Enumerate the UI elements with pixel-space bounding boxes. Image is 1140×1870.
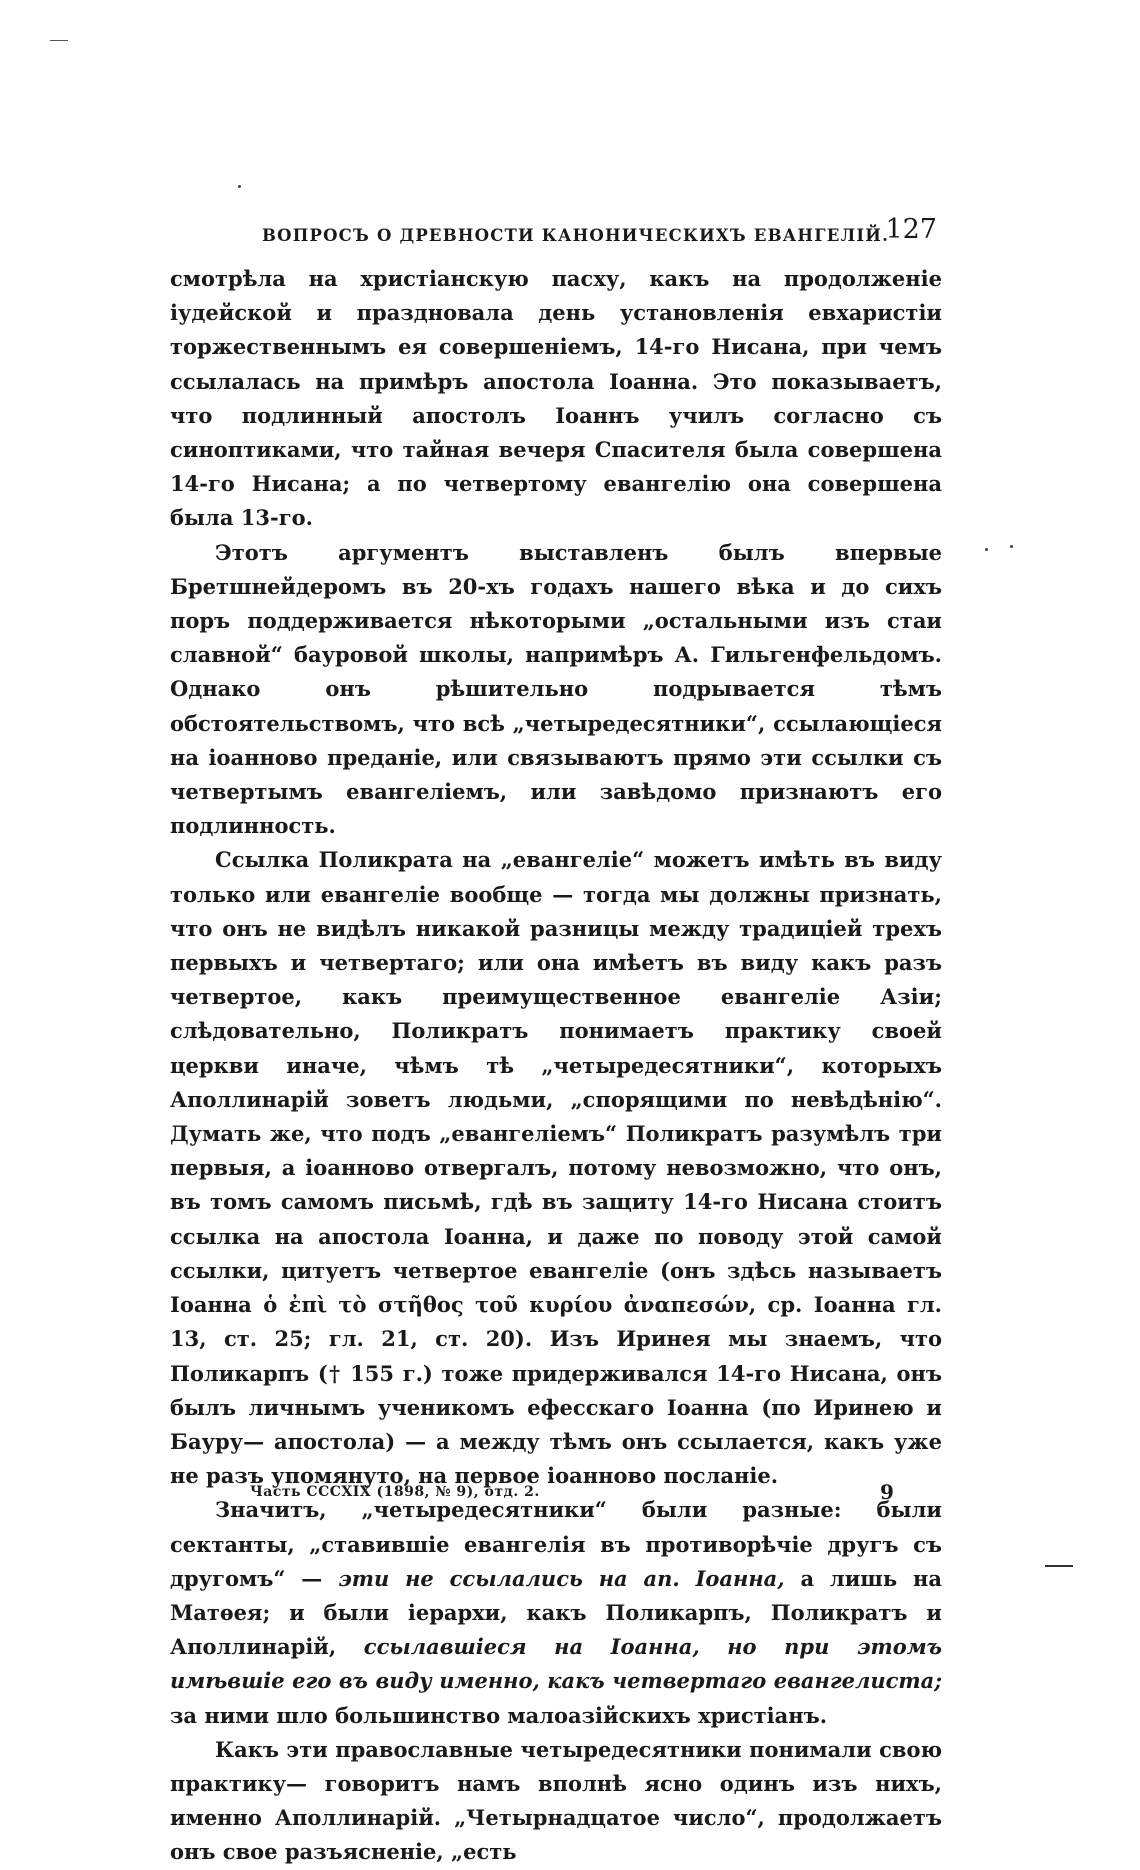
- paragraph-text: за ними шло большинство малоазійскихъ христіанъ.: [170, 1702, 828, 1728]
- paragraph: [170, 1493, 942, 1732]
- page-header: [262, 210, 937, 250]
- paragraph: Этотъ аргументъ выставленъ былъ впервые Бретшнейдеромъ въ 20-хъ годахъ нашего вѣка и до сихъ поръ поддерживается нѣкоторыми „остальными изъ стаи славной“ бауровой школы, напримѣръ А. Гильгенфельдомъ. Однако онъ рѣшительно подрывается тѣмъ обстоятельствомъ, что всѣ „четыредесятники“, ссылающіеся на іоанново преданіе, или связываютъ прямо эти ссылки съ четвертымъ евангеліемъ, или завѣдомо признаютъ его подлинность.: [170, 539, 942, 839]
- scan-speck: [238, 185, 241, 188]
- page-number: 127: [885, 214, 937, 245]
- paragraph: Ссылка Поликрата на „евангеліе“ можетъ имѣть въ виду только или евангеліе вообще — тогда мы должны признать, что онъ не видѣлъ никакой разницы между традиціей трехъ первыхъ и четвертаго; или она имѣетъ въ виду какъ разъ четвертое, какъ преимущественное евангеліе Азіи; слѣдовательно, Поликратъ понимаетъ практику своей церкви иначе, чѣмъ тѣ „четыредесятники“, которыхъ Аполлинарій зоветъ людьми, „спорящими по невѣдѣнію“. Думать же, что подъ „евангеліемъ“ Поликратъ разумѣлъ три первыя, а іоанново отвергалъ, потому невозможно, что онъ, въ томъ самомъ письмѣ, гдѣ въ защиту 14-го Нисана стоитъ ссылка на апостола Іоанна, и даже по поводу этой самой ссылки, цитуетъ четвертое евангеліе (онъ здѣсь называетъ Іоанна ὁ ἐπὶ τὸ στῆθος τοῦ κυρίου ἀναπεσών, ср. Іоанна гл. 13, ст. 25; гл. 21, ст. 20). Изъ Иринея мы знаемъ, что Поликарпъ († 155 г.) тоже придерживался 14-го Нисана, онъ былъ личнымъ ученикомъ ефесскаго Іоанна (по Иринею и Бауру— апостола) — а между тѣмъ онъ ссылается, какъ уже не разъ упомянуто, на первое іоанново посланіе.: [170, 847, 942, 1489]
- scan-speck: [985, 548, 988, 551]
- running-title: ВОПРОСЪ О ДРЕВНОСТИ КАНОНИЧЕСКИХЪ ЕВАНГЕЛІЙ.: [262, 226, 890, 245]
- paragraph-text: а лишь на Матѳея; и были іерархи, какъ Поликарпъ, Поликратъ и Аполлинарій,: [170, 1565, 942, 1660]
- sheet-number: 9: [880, 1480, 894, 1504]
- paragraph-text: Значитъ, „четыредесятники“ были разные: были сектанты, „ставившіе евангелія въ противорѣчіе другъ съ другомъ“ —: [170, 1497, 942, 1591]
- scan-mark: [50, 40, 68, 41]
- paragraph: Какъ эти православные четыредесятники понимали свою практику— говоритъ намъ вполнѣ ясно одинъ изъ нихъ, именно Аполлинарій. „Четырнадцатое число“, продолжаетъ онъ свое разъясненіе, „есть: [170, 1736, 942, 1865]
- emphasis-text: ссылавшіеся на Іоанна, но при этомъ имѣвшіе его въ виду именно, какъ четвертаго евангелиста;: [170, 1634, 942, 1694]
- body-text: [170, 262, 942, 1870]
- paragraph: смотрѣла на христіанскую пасху, какъ на продолженіе іудейской и праздновала день установленія евхаристіи торжественнымъ ея совершеніемъ, 14-го Нисана, при чемъ ссылалась на примѣръ апостола Іоанна. Это показываетъ, что подлинный апостолъ Іоаннъ училъ согласно съ синоптиками, что тайная вечеря Спасителя была совершена 14-го Нисана; а по четвертому евангелію она совершена была 13-го.: [170, 266, 942, 531]
- scan-mark: [1045, 1565, 1073, 1567]
- emphasis-text: эти не ссылались на ап. Іоанна,: [338, 1565, 785, 1591]
- printer-signature: Часть CCCXIX (1898, № 9), отд. 2.: [250, 1484, 540, 1500]
- scan-speck: [1010, 545, 1013, 548]
- page-footer: [250, 1480, 930, 1510]
